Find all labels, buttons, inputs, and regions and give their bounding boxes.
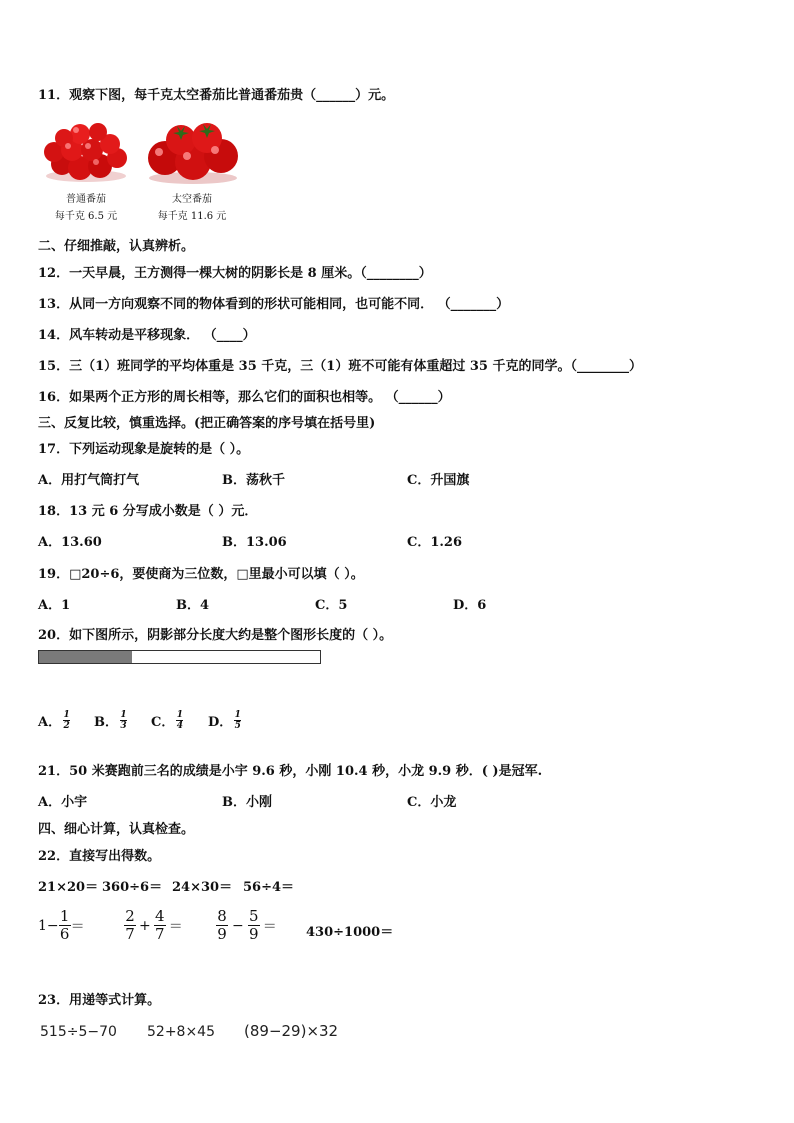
q21-option-a: A．小宇: [38, 795, 88, 810]
q20-option-a: [38, 710, 70, 731]
fraction-one-half: [63, 710, 70, 731]
fraction-one-fifth: [234, 710, 241, 731]
ordinary-tomato-caption: 普通番茄: [66, 194, 106, 205]
calc-21x20: 21×20＝: [38, 880, 99, 895]
numerator: 1: [176, 710, 183, 720]
question-23: 23．用递等式计算。: [38, 993, 161, 1008]
section-2-heading: 二、仔细推敲，认真辨析。: [38, 239, 195, 254]
question-14: 14．风车转动是平移现象． （____）: [38, 328, 256, 343]
numerator: 1: [59, 907, 70, 925]
numerator: 1: [120, 710, 127, 720]
space-tomato-image: [143, 118, 243, 186]
calc-430div1000: 430÷1000＝: [306, 925, 394, 940]
numerator: 8: [217, 907, 227, 925]
calc-360div6: 360÷6＝: [102, 880, 163, 895]
fraction-5-9: [248, 908, 260, 943]
numerator: 1: [63, 710, 70, 720]
denominator: 7: [125, 925, 135, 943]
question-22: 22．直接写出得数。: [38, 849, 161, 864]
q19-option-b: B．4: [176, 598, 210, 613]
fraction-one-third: [120, 710, 127, 731]
q17-option-c: C．升国旗: [407, 473, 470, 488]
q20-option-c: [151, 710, 183, 731]
plus-operator: +: [139, 917, 151, 934]
calc-1-minus-1-6: [38, 908, 85, 943]
q18-option-c: C．1.26: [407, 535, 463, 550]
numerator: 1: [234, 710, 241, 720]
numerator: 2: [125, 907, 135, 925]
calc-8-9-minus-5-9: [216, 908, 277, 943]
denominator: 9: [217, 925, 227, 943]
denominator: 9: [248, 925, 259, 943]
denominator: 4: [176, 721, 183, 731]
equals-sign: ＝: [262, 918, 277, 935]
fraction-8-9: [216, 908, 228, 943]
q21-option-c: C．小龙: [407, 795, 457, 810]
denominator: 3: [120, 721, 127, 731]
q18-option-a: A．13.60: [38, 535, 102, 550]
q17-option-b: B．荡秋千: [222, 473, 285, 488]
question-15: 15．三（1）班同学的平均体重是 35 千克，三（1）班不可能有体重超过 35 千克的同学。（________）: [38, 359, 642, 374]
q19-option-d: D．6: [453, 598, 487, 613]
fraction-2-7: [124, 908, 136, 943]
question-11: 11．观察下图，每千克太空番茄比普通番茄贵（______）元。: [38, 88, 395, 103]
fraction-one-quarter: [176, 710, 183, 731]
equals-sign: ＝: [168, 918, 183, 935]
question-17: 17．下列运动现象是旋转的是（ ）。: [38, 442, 250, 457]
q20-option-b-label: B．: [94, 715, 118, 730]
denominator: 5: [234, 721, 241, 731]
question-19: 19．□20÷6，要使商为三位数，□里最小可以填（ ）。: [38, 567, 364, 582]
length-bar: [38, 650, 321, 664]
numerator: 5: [248, 907, 259, 925]
numerator: 4: [154, 907, 165, 925]
step-calc-3: (89−29)×32: [244, 1022, 339, 1040]
calc-24x30: 24×30＝: [172, 880, 233, 895]
q20-option-b: [94, 710, 127, 731]
q20-option-a-label: A．: [38, 715, 62, 730]
question-18: 18．13 元 6 分写成小数是（ ）元．: [38, 504, 258, 519]
denominator: 2: [63, 721, 70, 731]
section-4-heading: 四、细心计算，认真检查。: [38, 822, 195, 837]
space-tomato-price: 每千克 11.6 元: [157, 211, 227, 222]
question-12: 12．一天早晨，王方测得一棵大树的阴影长是 8 厘米。（________）: [38, 266, 432, 281]
denominator: 7: [154, 925, 165, 943]
ordinary-tomato-price: 每千克 6.5 元: [54, 211, 118, 222]
q20-option-d: [208, 710, 241, 731]
q17-option-a: A．用打气筒打气: [38, 473, 140, 488]
minus-operator: −: [232, 917, 244, 934]
question-20: 20．如下图所示，阴影部分长度大约是整个图形长度的（ ）。: [38, 628, 393, 643]
q21-option-b: B．小刚: [222, 795, 272, 810]
ordinary-tomato-image: [40, 116, 132, 186]
fraction-4-7: [154, 908, 166, 943]
q19-option-a: A．1: [38, 598, 71, 613]
calc-2-7-plus-4-7: [124, 908, 183, 943]
equals-sign: ＝: [70, 918, 85, 935]
question-13: 13．从同一方向观察不同的物体看到的形状可能相同，也可能不同． （_______）: [38, 297, 510, 312]
calc-56div4: 56÷4＝: [243, 880, 295, 895]
q20-option-c-label: C．: [151, 715, 175, 730]
q20-option-d-label: D．: [208, 715, 233, 730]
fraction-1-6: [59, 908, 71, 943]
q19-option-c: C．5: [315, 598, 348, 613]
section-3-heading: 三、反复比较，慎重选择。(把正确答案的序号填在括号里): [38, 416, 376, 431]
step-calc-1: 515÷5−70: [40, 1024, 117, 1040]
shaded-portion: [39, 651, 132, 663]
question-21: 21．50 米赛跑前三名的成绩是小宇 9.6 秒，小刚 10.4 秒，小龙 9.9 秒．( )是冠军.: [38, 764, 543, 779]
denominator: 6: [59, 925, 70, 943]
expr-prefix: 1−: [38, 917, 59, 934]
space-tomato-caption: 太空番茄: [172, 194, 212, 205]
question-16: 16．如果两个正方形的周长相等，那么它们的面积也相等。 （______）: [38, 390, 451, 405]
step-calc-2: 52+8×45: [147, 1024, 215, 1040]
q18-option-b: B．13.06: [222, 535, 287, 550]
